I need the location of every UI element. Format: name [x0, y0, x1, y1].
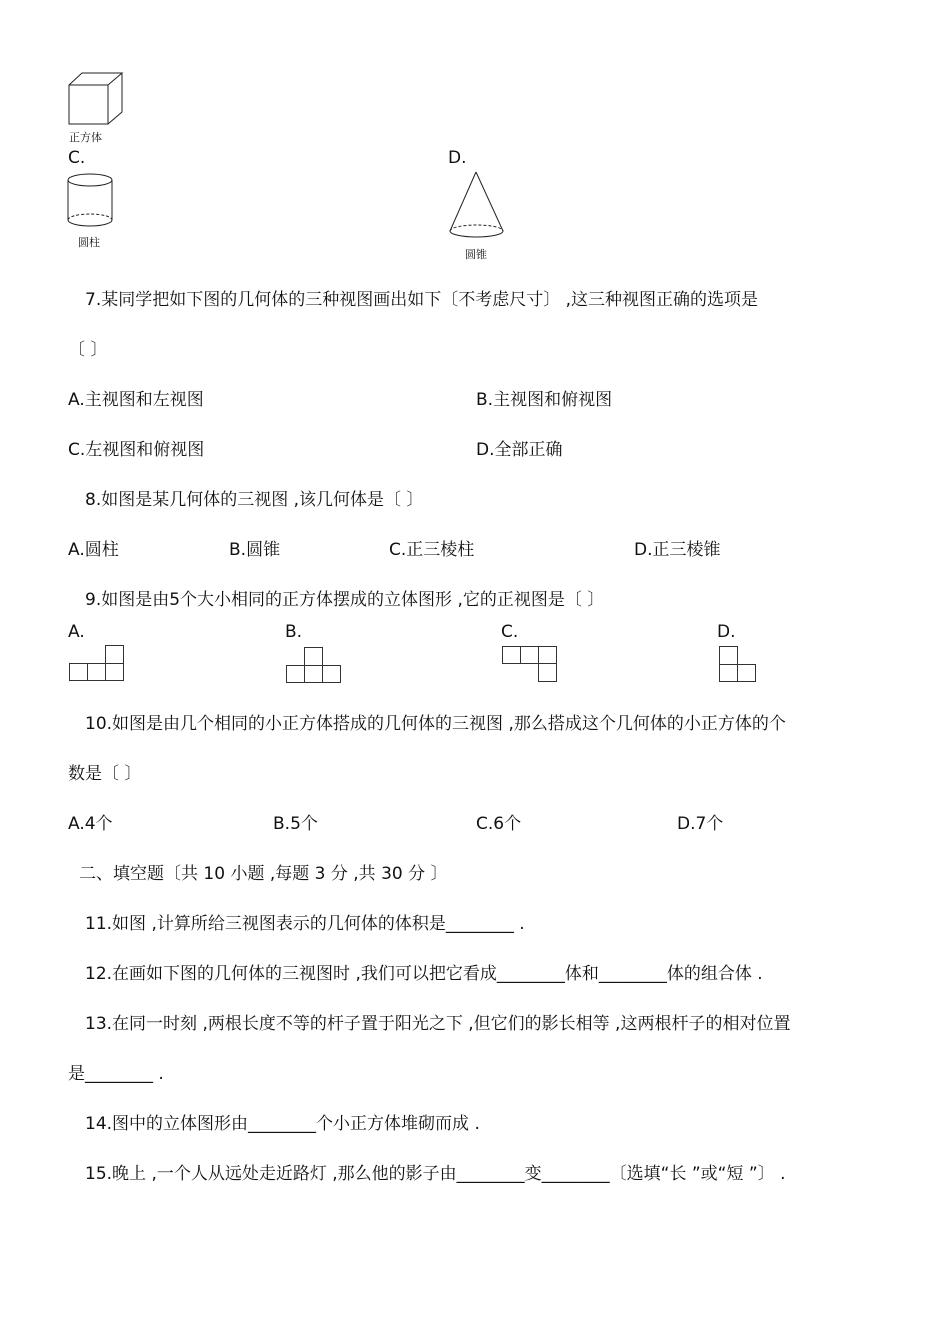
q10-option-d: D.7个 [677, 814, 724, 834]
q10-option-b: B.5个 [273, 814, 318, 834]
q9-option-c-grid [502, 646, 558, 684]
q13-question-cont: 是________ . [68, 1064, 164, 1084]
q9-option-a-grid [69, 645, 125, 683]
q14-question: 14.图中的立体图形由________个小正方体堆砌而成 . [85, 1114, 480, 1134]
q13-question: 13.在同一时刻 ,两根长度不等的杆子置于阳光之下 ,但它们的影长相等 ,这两根杆子的相对位置 [85, 1014, 791, 1034]
q7-option-d: D.全部正确 [476, 440, 563, 460]
q8-option-c: C.正三棱柱 [389, 540, 475, 560]
q9-question: 9.如图是由5个大小相同的正方体摆成的立体图形 ,它的正视图是〔 〕 [85, 590, 605, 610]
cone-figure [448, 170, 508, 240]
q6-option-d-label: D. [448, 148, 467, 168]
q10-option-a: A.4个 [68, 814, 113, 834]
q9-option-b-grid [286, 647, 342, 685]
q15-question: 15.晚上 ,一个人从远处走近路灯 ,那么他的影子由________变________〔选填“长 ”或“短 ”〕 . [85, 1164, 786, 1184]
q10-question-cont: 数是〔 〕 [68, 764, 142, 784]
q7-question: 7.某同学把如下图的几何体的三种视图画出如下〔不考虑尺寸〕 ,这三种视图正确的选项是 [85, 290, 759, 310]
q7-option-a: A.主视图和左视图 [68, 390, 204, 410]
q9-option-d-label: D. [717, 622, 736, 642]
q6-option-c-label: C. [68, 148, 86, 168]
q7-option-b: B.主视图和俯视图 [476, 390, 613, 410]
q8-option-b: B.圆锥 [229, 540, 281, 560]
q8-option-d: D.正三棱锥 [634, 540, 721, 560]
cube-figure [68, 71, 128, 127]
q10-question: 10.如图是由几个相同的小正方体搭成的几何体的三视图 ,那么搭成这个几何体的小正方体的个 [85, 714, 786, 734]
q9-option-d-grid [719, 646, 759, 684]
q7-answer-paren: 〔 〕 [68, 340, 108, 360]
cylinder-caption: 圆柱 [78, 236, 100, 249]
q9-option-b-label: B. [285, 622, 303, 642]
cylinder-figure [67, 172, 115, 230]
cube-caption: 正方体 [69, 131, 102, 144]
q10-option-c: C.6个 [476, 814, 522, 834]
q12-question: 12.在画如下图的几何体的三视图时 ,我们可以把它看成________体和________体的组合体 . [85, 964, 763, 984]
q11-question: 11.如图 ,计算所给三视图表示的几何体的体积是________ . [85, 914, 525, 934]
q9-option-c-label: C. [501, 622, 519, 642]
q9-option-a-label: A. [68, 622, 85, 642]
q7-option-c: C.左视图和俯视图 [68, 440, 205, 460]
section-2-title: 二、填空题〔共 10 小题 ,每题 3 分 ,共 30 分 〕 [79, 864, 448, 884]
cone-caption: 圆锥 [465, 248, 487, 261]
q8-question: 8.如图是某几何体的三视图 ,该几何体是〔 〕 [85, 490, 424, 510]
q8-option-a: A.圆柱 [68, 540, 119, 560]
